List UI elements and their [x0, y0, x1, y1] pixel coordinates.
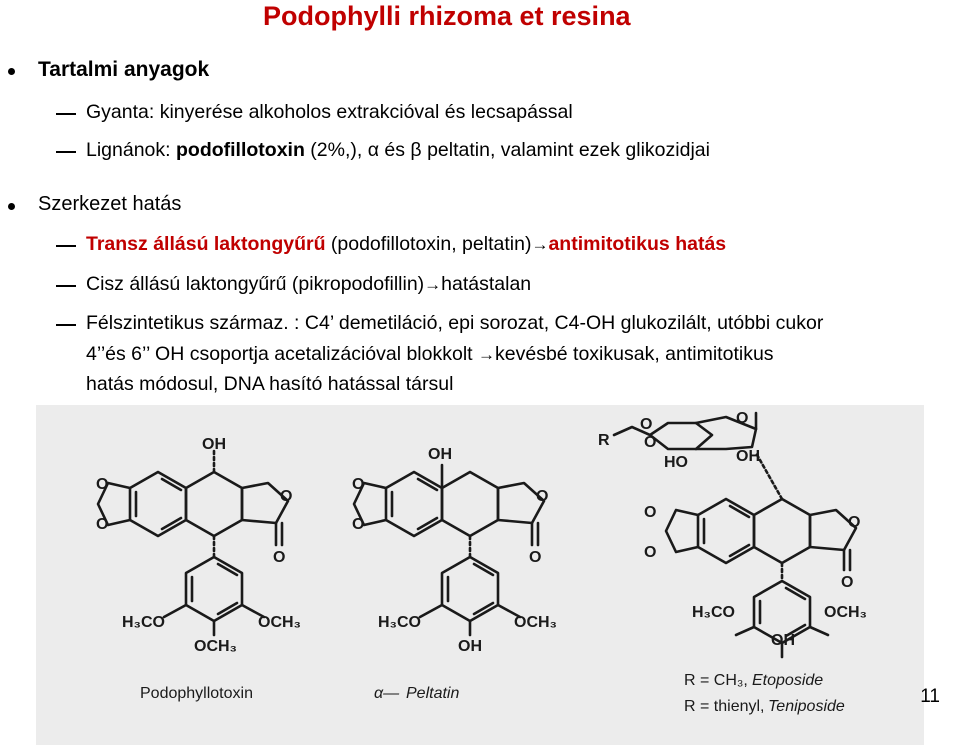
transz-mid: (podofillotoxin, peltatin) — [325, 233, 532, 255]
mol1-o-label: O — [273, 549, 286, 566]
mol3-o-label: O — [736, 410, 749, 427]
caption-podophyllotoxin: Podophyllotoxin — [140, 685, 253, 702]
mol3-o-label: O — [644, 504, 657, 521]
mol2-oh-label: OH — [458, 638, 482, 655]
sub-bullet-gyanta: Gyanta: kinyerése alkoholos extrakcióval és lecsapással — [86, 101, 573, 123]
arrow-icon: → — [531, 235, 549, 254]
antimitotikus-red: antimitotikus hatás — [548, 233, 727, 255]
bullet-dot — [8, 68, 15, 75]
caption-etoposide: Etoposide — [752, 672, 824, 689]
mol3-oh-label: OH — [771, 632, 795, 649]
mol3-o-label: O — [841, 574, 854, 591]
bullet-szerkezet-hatas: Szerkezet hatás — [38, 193, 182, 215]
mol3-o-label: O — [848, 514, 861, 531]
dash — [56, 324, 76, 326]
mol3-h3co-label: H₃CO — [692, 604, 735, 621]
slide-title: Podophylli rhizoma et resina — [263, 1, 631, 31]
mol3-o-label: O — [644, 434, 657, 451]
line2-b: kevésbé toxikusak, antimitotikus — [495, 343, 774, 365]
mol2-oh-label: OH — [428, 446, 452, 463]
sub-bullet-transz — [86, 233, 726, 256]
dash — [56, 245, 76, 247]
line2-a: 4’’és 6’’ OH csoportja acetalizációval blokkolt — [86, 343, 478, 365]
cisz-text: Cisz állású laktongyűrű (pikropodofillin) — [86, 273, 425, 295]
transz-red: Transz állású laktongyűrű — [86, 233, 326, 255]
caption-teniposide: Teniposide — [768, 698, 845, 715]
sub-bullet-felszintetikus-line1: Félszintetikus származ. : C4’ demetiláció, epi sorozat, C4-OH glukozilált, utóbbi cukor — [86, 312, 824, 334]
sub-bullet-felszintetikus-line3: hatás módosul, DNA hasító hatással társul — [86, 373, 454, 395]
mol1-o-label: O — [96, 476, 109, 493]
sub-bullet-lignanok — [86, 139, 710, 162]
bullet-tartalmi-anyagok: Tartalmi anyagok — [38, 58, 210, 81]
sub-bullet-cisz — [86, 273, 531, 296]
dash — [56, 151, 76, 153]
caption-alpha: α— — [374, 685, 400, 702]
mol2-o-label: O — [536, 488, 549, 505]
caption-peltatin: Peltatin — [406, 685, 460, 702]
lignanok-prefix: Lignánok: — [86, 139, 176, 161]
mol3-r-label: R — [598, 432, 610, 449]
caption-teniposide-prefix: R = thienyl, — [684, 698, 765, 715]
mol3-ho-label: HO — [664, 454, 688, 471]
chemical-structures-figure — [36, 405, 924, 745]
structures-svg — [36, 405, 924, 745]
dash — [56, 285, 76, 287]
mol1-o-label: O — [96, 516, 109, 533]
mol3-och3-label: OCH₃ — [824, 604, 867, 621]
mol1-oh-label: OH — [202, 436, 226, 453]
mol3-oh-label: OH — [736, 448, 760, 465]
cisz-rest: hatástalan — [441, 273, 532, 295]
mol3-o-label: O — [644, 544, 657, 561]
mol1-o-label: O — [280, 488, 293, 505]
mol3-o-label: O — [640, 416, 653, 433]
mol2-o-label: O — [352, 476, 365, 493]
mol2-o-label: O — [529, 549, 542, 566]
mol2-h3co-label: H₃CO — [378, 614, 421, 631]
mol1-och3-label: OCH₃ — [258, 614, 301, 631]
arrow-icon: → — [424, 275, 442, 294]
mol1-h3co-label: H₃CO — [122, 614, 165, 631]
bullet-dot — [8, 203, 15, 210]
arrow-icon: → — [478, 345, 495, 364]
mol2-och3-label: OCH₃ — [514, 614, 557, 631]
sub-bullet-felszintetikus-line2 — [86, 343, 774, 366]
dash — [56, 113, 76, 115]
page-number: 11 — [920, 686, 940, 707]
mol2-o-label: O — [352, 516, 365, 533]
mol1-och3-label: OCH₃ — [194, 638, 237, 655]
caption-etoposide-prefix: R = CH₃, — [684, 672, 748, 689]
podofillotoxin-bold: podofillotoxin — [176, 139, 305, 161]
lignanok-rest: (2%,), α és β peltatin, valamint ezek glikozidjai — [304, 139, 710, 161]
